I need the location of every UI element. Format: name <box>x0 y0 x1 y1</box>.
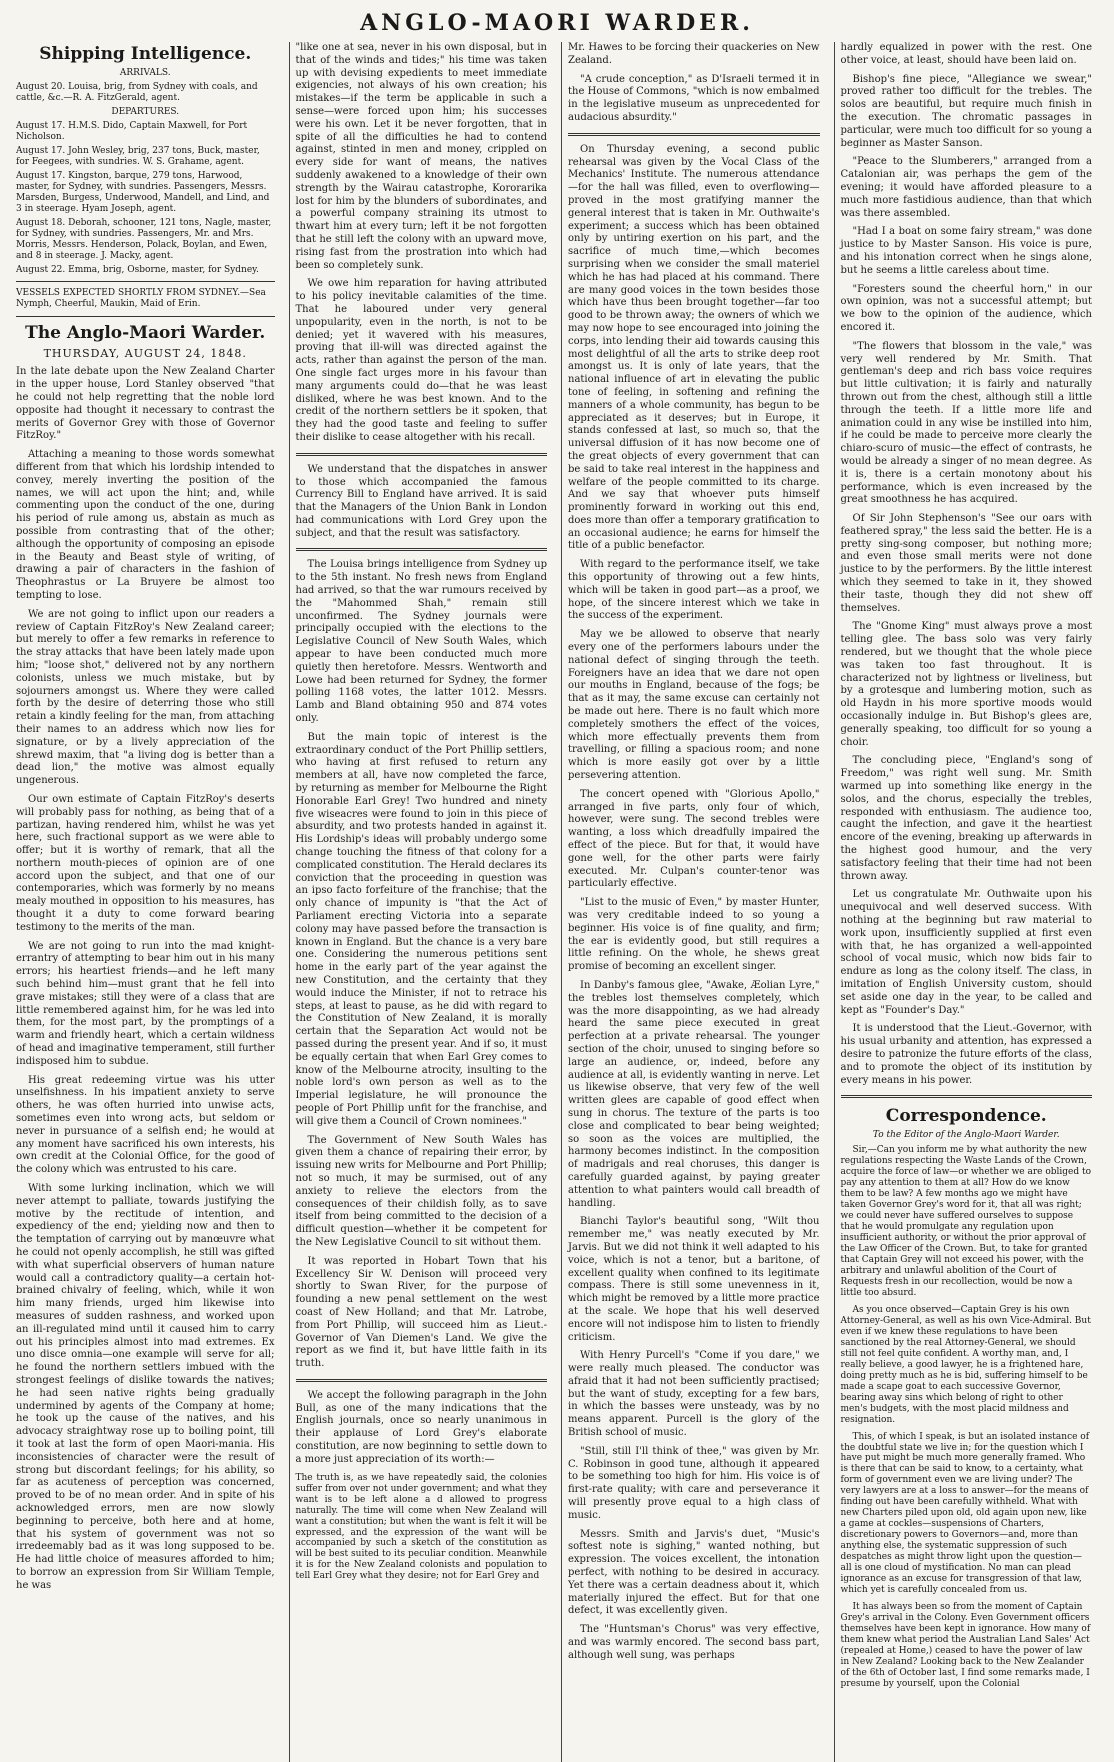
column-1 <box>16 42 281 1762</box>
list-item: August 20. Louisa, brig, from Sydney with coals, and cattle, &c.—R. A. FitzGerald, agent. <box>16 81 258 103</box>
quoted-paragraph: The truth is, as we have repeatedly said, the colonies suffer from over not under government; and what they want is to be left alone a d allowed to progress naturally. The time will come when New Zealand will want a constitution; but when the want is felt it will be expressed, and the expression of the want will be accompanied by such a sketch of the constitution as will be best suited to its peculiar condition. Meanwhile it is for the New Zealand colonists and population to tell Earl Grey what they desire; not for Earl Grey and <box>295 1472 547 1582</box>
paragraph: We owe him reparation for having attributed to his policy inevitable calamities of the time. That he laboured under very general unpopularity, even in the north, is not to be denied; yet it wavered with his measures, proving that ill-will was directed against the acts, rather than against the person of the man. One single fact urges more in his favour than many arguments could do—that he was least disliked, where he was best known. And to the credit of the northern settlers be it spoken, that they had the good taste and feeling to suffer their dislike to cease altogether with his recall. <box>295 278 547 443</box>
paragraph: Mr. Hawes to be forcing their quackeries on New Zealand. <box>568 42 820 66</box>
paragraph: In the late debate upon the New Zealand Charter in the upper house, Lord Stanley observed "that he could not help regretting that the noble lord opposite had thought it necessary to contrast the merits of Governor Grey with those of Governor FitzRoy." <box>16 366 275 442</box>
divider <box>841 1095 1093 1098</box>
paragraph: "The flowers that blossom in the vale," was very well rendered by Mr. Smith. That gentleman's deep and rich bass voice requires but little cultivation; it is fairly and naturally thrown out from the chest, although still a little through the teeth. If a little more life and animation could in any wise be instilled into him, if he could be made to perceive more clearly the chiaro-scuro of music—the effect of contrasts, he would be already a singer of no mean degree. As it is, there is a certain monotony about his performance, which is even increased by the great smoothness he has acquired. <box>840 340 1092 506</box>
column-2-body <box>296 42 548 1582</box>
paragraph: The "Gnome King" must always prove a most telling glee. The bass solo was very fairly rendered, but we thought that the whole piece was taken too fast throughout. It is characterized not by lightness or liveliness, but by a grotesque and lumbering motion, such as old Haydn in his more sportive moods would occasionally indulge in. But Bishop's glees are, generally speaking, too difficult for so young a choir. <box>840 621 1092 748</box>
paragraph: "Still, still I'll think of thee," was given by Mr. C. Robinson in good tune, although it appeared to be something too high for him. His voice is of first-rate quality; with care and perseverance it will presently prove equal to a high class of music. <box>568 1445 820 1521</box>
paragraph: The "Huntsman's Chorus" was very effective, and was warmly encored. The second bass part, although well sung, was perhaps <box>568 1624 820 1661</box>
paper-title: The Anglo-Maori Warder. <box>25 323 266 344</box>
letter-salutation: To the Editor of the Anglo-Maori Warder. <box>872 1130 1060 1141</box>
paragraph: It has always been so from the moment of Captain Grey's arrival in the Colony. Even Government officers themselves have been kept in ignorance. How many of them knew what period the Australian Land Sales' Act (repealed at Home,) ceased to have the power of law in New Zealand? Looking back to the New Zealander of the 6th of October last, I find some remarks made, I presume by yourself, upon the Colonial <box>840 1602 1091 1689</box>
correspondence-title: Correspondence. <box>885 1106 1047 1127</box>
shipping-intelligence-title: Shipping Intelligence. <box>39 44 252 64</box>
paragraph: In Danby's famous glee, "Awake, Æolian Lyre," the trebles lost themselves completely, which was the more disappointing, as we had already heard the same piece executed in great perfection at a private rehearsal. The younger section of the choir, unused to singing before so large an audience, or, indeed, before any audience at all, is evidently wanting in nerve. Let us likewise observe, that very few of the well written glees are capable of good effect when sung in chorus. The texture of the parts is too close and complicated to bear being weighted; so soon as the voices are multiplied, the harmony becomes indistinct. In the composition of madrigals and real choruses, this danger is carefully guarded against, by paying greater attention to what painters would call breadth of handling. <box>568 979 820 1209</box>
departures-list <box>16 121 275 276</box>
paragraph: With some lurking inclination, which we will never attempt to palliate, towards justifying the motive by the rectitude of intention, and expediency of the end; yielding now and then to the temptation of carrying out by manœuvre what he could not openly accomplish, he still was gifted with what superficial observers of human nature would call a contradictory quality—a certain hot-brained chivalry of feeling, which, while it won him many friends, urged him likewise into measures of sudden rashness, and worked upon an ill-regulated mind until it caused him to carry out his principles almost into mad extremes. Ex uno disce omnia—one example will serve for all; he found the northern settlers imbued with the strongest feelings of dislike towards the natives; he had seen native rights being gradually undermined by agents of the Company at home; he took up the cause of the natives, and his advocacy straightway rose up to boiling point, till it took at last the form of open Maori-mania. His inconsistencies of character were the result of strong but discordant feelings; for his ability, so far as acuteness of perception was concerned, proved to be of no mean order. And in spite of his acknowledged errors, men are now slowly beginning to perceive, both here and at home, that his system of government was not so irredeemably bad as it was long supposed to be. He had little choice of measures afforded to him; to borrow an expression from Sir William Temple, he was <box>16 1183 275 1591</box>
column-2 <box>289 42 554 1762</box>
paragraph: hardly equalized in power with the rest. One other voice, at least, should have been laid on. <box>840 42 1092 66</box>
paragraph: "Had I a boat on some fairy stream," was done justice to by Master Sanson. His voice is pure, and his intonation correct when he sings alone, but he seems a little careless about time. <box>840 226 1092 276</box>
list-item: August 22. Emma, brig, Osborne, master, for Sydney. <box>16 264 259 275</box>
paragraph: The concert opened with "Glorious Apollo," arranged in five parts, only four of which, however, were sung. The second trebles were wanting, a loss which dreadfully impaired the effect of the piece. But for that, it would have gone well, for the other parts were fairly executed. Mr. Culpan's counter-tenor was particularly effective. <box>568 788 820 890</box>
paragraph: Let us congratulate Mr. Outhwaite upon his unequivocal and well deserved success. With nothing at the beginning but raw material to work upon, insufficiently supplied at first even with that, he has organized a well-appointed school of vocal music, which now bids fair to endure as long as the colony itself. The class, in imitation of English University custom, should set aside one day in the year, to be called and kept as "Founder's Day." <box>840 889 1092 1016</box>
paragraph: It is understood that the Lieut.-Governor, with his usual urbanity and attention, has expressed a desire to patronize the future efforts of the class, and to promote the object of its institution by every means in his power. <box>840 1023 1092 1086</box>
list-item: August 18. Deborah, schooner, 121 tons, Nagle, master, for Sydney, with sundries. Passengers, Mr. and Mrs. Morris, Messrs. Henderson, Polack, Boylan, and Ewen, and 8 in steerage. J. Macky, agent. <box>16 217 272 261</box>
editorial <box>16 366 275 1592</box>
paragraph: As you once observed—Captain Grey is his own Attorney-General, as well as his own Vice-Admiral. But even if we knew these regulations to have been sanctioned by the real Attorney-General, we should still not feel quite confident. A worthy man, and, I really believe, a good lawyer, he is a frightened hare, doing pretty much as he is bid, suffering himself to be made a scape goat to each successive Governor, bearing away sins which belong of right to other men's budgets, with the most placid mildness and resignation. <box>840 1304 1091 1425</box>
paragraph: "List to the music of Even," by master Hunter, was very creditable indeed to so young a beginner. His voice is of fine quality, and firm; the ear is evidently good, but still requires a little refining. On the whole, he shews great promise of becoming an excellent singer. <box>568 897 820 973</box>
paragraph: His great redeeming virtue was his utter unselfishness. In his impatient anxiety to serve others, he was often hurried into unwise acts, sometimes even into wrong acts, but seldom or never in pursuance of a selfish end; he would at any moment have sacrificed his own interests, his own credit at the Colonial Office, for the good of the colony which was entrusted to his care. <box>16 1074 275 1176</box>
list-item: August 17. H.M.S. Dido, Captain Maxwell, for Port Nicholson. <box>16 120 248 142</box>
list-item: August 17. Kingston, barque, 279 tons, Harwood, master, for Sydney, with sundries. Passengers, Messrs. Marsden, Burgess, Underwood, Mandell, and Lind, and 3 in steerage. Hyam Joseph, agent. <box>16 170 270 214</box>
paragraph: May we be allowed to observe that nearly every one of the performers labours under the national defect of singing through the teeth. Foreigners have an idea that we dare not open our mouths in England, because of the fogs; be that as it may, the same excuse can certainly not be made out here. There is no fault which more completely smothers the effect of the voices, which more effectually prevents them from travelling, or filling a spacious room; and none which is more easily got over by a little persevering attention. <box>568 629 820 782</box>
paragraph: But the main topic of interest is the extraordinary conduct of the Port Phillip settlers, who having at first refused to return any members at all, have now completed the farce, by returning as member for Melbourne the Right Honorable Earl Grey! Two hundred and ninety five wiseacres were found to join in this piece of absurdity, and two protests handed in against it. His Lordship's ideas will probably undergo some change touching the fitness of that colony for a complicated constitution. The Herald declares its conviction that the proceeding in question was an ipso facto forfeiture of the franchise; that the only chance of impunity is "that the Act of Parliament erecting Victoria into a separate colony may have passed before the transaction is known in England. But the chance is a very bare one. Considering the numerous petitions sent home in the early part of the year against the new Constitution, and the certainty that they would induce the Minister, if not to retrace his steps, at least to pause, as he did with regard to the Constitution of New Zealand, it is morally certain that the Separation Act would not be passed during the present year. And if so, it must be equally certain that when Earl Grey comes to know of the Melbourne atrocity, insulting to the noble lord's own person as well as to the Imperial legislature, he will pronounce the people of Port Phillip unfit for the franchise, and will give them a Council of Crown nominees." <box>295 731 547 1127</box>
divider <box>16 316 275 317</box>
paragraph: The Government of New South Wales has given them a chance of repairing their error, by issuing new writs for Melbourne and Port Phillip; not so much, it may be surmised, out of any anxiety to relieve the electors from the consequences of their childish folly, as to save itself from being committed to the decision of a difficult question—whether it be competent for the New Legislative Council to sit without them. <box>295 1134 547 1248</box>
letter-body <box>841 1145 1093 1690</box>
paragraph: We understand that the dispatches in answer to those which accompanied the famous Currency Bill to England have arrived. It is said that the Managers of the Union Bank in London had communications with Lord Grey upon the subject, and that the result was satisfactory. <box>295 463 547 539</box>
paragraph: Our own estimate of Captain FitzRoy's deserts will probably pass for nothing, as being that of a partizan, having rendered him, whilst he was yet here, such fractional support as we were able to offer; but it is worthy of remark, that all the northern mouth-pieces of opinion are of one accord upon the subject, and that one of our contemporaries, which was formerly by no means mealy mouthed in opposition to his measures, has thought it a duty to come forward bearing testimony to the merits of the man. <box>16 793 275 933</box>
paragraph: "Peace to the Slumberers," arranged from a Catalonian air, was perhaps the gem of the evening; it would have afforded pleasure to a much more fastidious audience, than that which was there assembled. <box>840 156 1092 219</box>
list-item: August 17. John Wesley, brig, 237 tons, Buck, master, for Feegees, with sundries. W. S. Grahame, agent. <box>16 145 260 167</box>
columns <box>16 42 1098 1762</box>
arrivals-list <box>16 82 275 104</box>
masthead-title: ANGLO-MAORI WARDER. <box>360 10 754 36</box>
paragraph: We are not going to run into the mad knight-errantry of attempting to bear him out in his many errors; his heartiest friends—and he left many such behind him—must grant that he fell into grave mistakes; still they were of a class that are little remembered against him, for he was led into them, for the most part, by the promptings of a warm and friendly heart, which a certain wildness of head and imaginative temperament, still further indisposed him to subdue. <box>16 940 275 1067</box>
paragraph: We accept the following paragraph in the John Bull, as one of the many indications that the English journals, once so nearly unanimous in their applause of Lord Grey's elaborate constitution, are now beginning to settle down to a more just appreciation of its worth:— <box>295 1389 547 1465</box>
column-4-body <box>841 42 1093 1087</box>
divider <box>296 453 548 456</box>
paragraph: Bishop's fine piece, "Allegiance we swear," proved rather too difficult for the trebles. The solos are beautiful, but require much finish in the execution. The chromatic passages in particular, were much too difficult for so young a beginner as Master Sanson. <box>840 73 1092 149</box>
paragraph: Of Sir John Stephenson's "See our oars with feathered spray," the less said the better. He is a pretty sing-song composer, but nothing more; and even those small merits were not done justice to by the performers. By the little interest which they seemed to take in it, they showed their taste, though they did not shew off themselves. <box>840 513 1092 614</box>
paragraph: With Henry Purcell's "Come if you dare," we were really much pleased. The conductor was afraid that it had not been sufficiently practised; but the want of study, excepting for a few bars, in which the basses were unsteady, was by no means apparent. Purcell is the glory of the British school of music. <box>568 1350 820 1439</box>
paragraph: Messrs. Smith and Jarvis's duet, "Music's softest note is sighing," wanted nothing, but expression. The voices excellent, the intonation perfect, with nothing to be desired in accuracy. Yet there was a certain deadness about it, which materially injured the effect. But for that one defect, it was excellently given. <box>568 1528 820 1617</box>
paragraph: Sir,—Can you inform me by what authority the new regulations respecting the Waste Lands of the Crown, acquire the force of law—or whether we are obliged to pay any attention to them at all? How do we know them to be law? A few months ago we might have taken Governor Grey's word for it, that all was right; we could never have suffered ourselves to suppose that he would promulgate any regulation upon insufficient authority, or without the prior approval of the Law Officer of the Crown. But, to take for granted that Captain Grey will not exceed his power, with the arbitrary and unlawful abolition of the Court of Requests fresh in our recollection, would be now a little too absurd. <box>840 1145 1092 1298</box>
divider <box>568 133 820 136</box>
departures-label: DEPARTURES. <box>111 106 180 117</box>
divider <box>296 1379 548 1382</box>
paragraph: The Louisa brings intelligence from Sydney up to the 5th instant. No fresh news from England had arrived, so that the war rumours received by the "Mahommed Shah," remain still unconfirmed. The Sydney journals were principally occupied with the elections to the Legislative Council of New South Wales, which appear to have been conducted much more quietly then heretofore. Messrs. Wentworth and Lowe had been returned for Sydney, the former polling 1168 votes, the latter 1012. Messrs. Lamb and Bland obtaining 950 and 874 votes only. <box>295 559 547 725</box>
column-4 <box>834 42 1099 1762</box>
divider <box>16 281 275 282</box>
paragraph: "like one at sea, never in his own disposal, but in that of the winds and tides;" his time was taken up with devising expedients to meet immediate exigencies, not always of his own creation; his mistakes—if the term be applicable in such a sense—were forced upon him; his successes were his own. Let it be never forgotten, that in spite of all the difficulties he had to contend against, stinted in men and money, crippled on every side for want of means, the natives suddenly awakened to a knowledge of their own strength by the Wairau catastrophe, Kororarika lost for him by the blunders of subordinates, and a powerful company straining its utmost to thwart him at every turn; left it be not forgotten that he still left the colony with an upward move, rising fast from the prostration into which had been so completely sunk. <box>295 42 547 271</box>
paragraph: On Thursday evening, a second public rehearsal was given by the Vocal Class of the Mechanics' Institute. The numerous attendance—for the hall was filled, even to overflowing—proved in the most gratifying manner the general interest that is taken in Mr. Outhwaite's experiment; a success which has been obtained only by untiring exertion on his part, and the sacrifice of much time,—which becomes surprising when we consider the small materiel which he has had placed at his command. There are many good voices in the town besides those which have thus been brought together—far too good to be thrown away; the owners of which we may now hope to see encouraged into joining the corps, into lending their aid towards causing this most delightful of all the arts to strike deep root amongst us. It is only of late years, that the national influence of art in elevating the public tone of feeling, in softening and refining the manners of a whole community, has begun to be appreciated as it deserves; but in Europe, it stands confessed at last, so much so, that the universal diffusion of it has now become one of the great objects of every government that can be said to take real interest in the happiness and welfare of the people committed to its charge. And we say that whoever puts himself prominently forward in working out this end, does more than offer a temporary gratification to an occasional audience; he earns for himself the title of a public benefactor. <box>568 143 820 552</box>
paragraph: It was reported in Hobart Town that his Excellency Sir W. Denison will proceed very shortly to Swan River, for the purpose of founding a new penal settlement on the west coast of New Holland; and that Mr. Latrobe, from Port Phillip, will succeed him as Lieut.-Governor of Van Diemen's Land. We give the report as we find it, but have little faith in its truth. <box>295 1255 547 1370</box>
paragraph: "Foresters sound the cheerful horn," in our own opinion, was not a successful attempt; but we bow to the opinion of the audience, which encored it. <box>840 283 1092 333</box>
column-3 <box>561 42 826 1762</box>
paragraph: We are not going to inflict upon our readers a review of Captain FitzRoy's New Zealand career; but merely to offer a few remarks in reference to the stray attacks that have been lately made upon him; "loose shot," delivered not by any northern colonists, unless we much mistake, but by sojourners amongst us. Where they were called forth by the desire of deterring those who still retain a kindly feeling for the man, from attaching their names to an address which now lies for signature, or by a lively appreciation of the shrewd maxim, that "a living dog is better than a dead lion," the motive was almost equally ungenerous. <box>16 608 275 787</box>
dateline: THURSDAY, AUGUST 24, 1848. <box>43 347 247 361</box>
paragraph: With regard to the performance itself, we take this opportunity of throwing out a few hints, which will be taken in good part—as a proof, we hope, of the sincere interest which we take in the success of the experiment. <box>568 559 820 622</box>
column-3-body <box>568 42 820 1663</box>
vessels-expected: VESSELS EXPECTED SHORTLY FROM SYDNEY.—Sea Nymph, Cheerful, Maukin, Maid of Erin. <box>16 288 266 310</box>
divider <box>296 548 548 551</box>
paragraph: Bianchi Taylor's beautiful song, "Wilt thou remember me," was neatly executed by Mr. Jarvis. But we did not think it well adapted to his voice, which is not a tenor, but a baritone, of excellent quality when confined to its legitimate compass. There is still some unevenness in it, which might be removed by a little more practice at the scale. We hope that his well deserved encore will not indispose him to listen to friendly criticism. <box>568 1216 820 1343</box>
paragraph: The concluding piece, "England's song of Freedom," was right well sung. Mr. Smith warmed up into something like energy in the solos, and the chorus, especially the trebles, responded with enthusiasm. The audience too, caught the infection, and gave it the heartiest encore of the evening, breaking up afterwards in the highest good humour, and the very satisfactory feeling that their time had not been thrown away. <box>840 755 1092 882</box>
paragraph: Attaching a meaning to those words somewhat different from that which his lordship intended to convey, merely inverting the position of the names, we will act upon the hint; and, while commenting upon the conduct of the one, during his period of rule among us, abstain as much as possible from contrasting that of the other; although the opportunity of composing an episode in the Beauty and Beast style of writing, of drawing a pair of characters in the fashion of Theophrastus or La Bruyere be almost too tempting to lose. <box>16 449 275 601</box>
paragraph: "A crude conception," as D'Israeli termed it in the House of Commons, "which is now embalmed in the legislative museum as unprecedented for audacious absurdity." <box>568 73 820 123</box>
arrivals-label: ARRIVALS. <box>119 68 171 78</box>
paragraph: This, of which I speak, is but an isolated instance of the doubtful state we live in; for the question which I have put might be much more generally framed. Who is there that can be said to know, to a certainty, what form of government even we are living under? The very lawyers are at a loss to answer—for the means of finding out have been carefully withheld. What with new Charters piled upon old, old again upon new, like a game at cockles—suspensions of Charters, discretionary powers to Governors—and, more than anything else, the systematic suppression of such despatches as might throw light upon the question—all is one cloud of mystification. No man can plead ignorance as an excuse for transgression of that law, which yet is carefully concealed from us. <box>840 1431 1090 1596</box>
